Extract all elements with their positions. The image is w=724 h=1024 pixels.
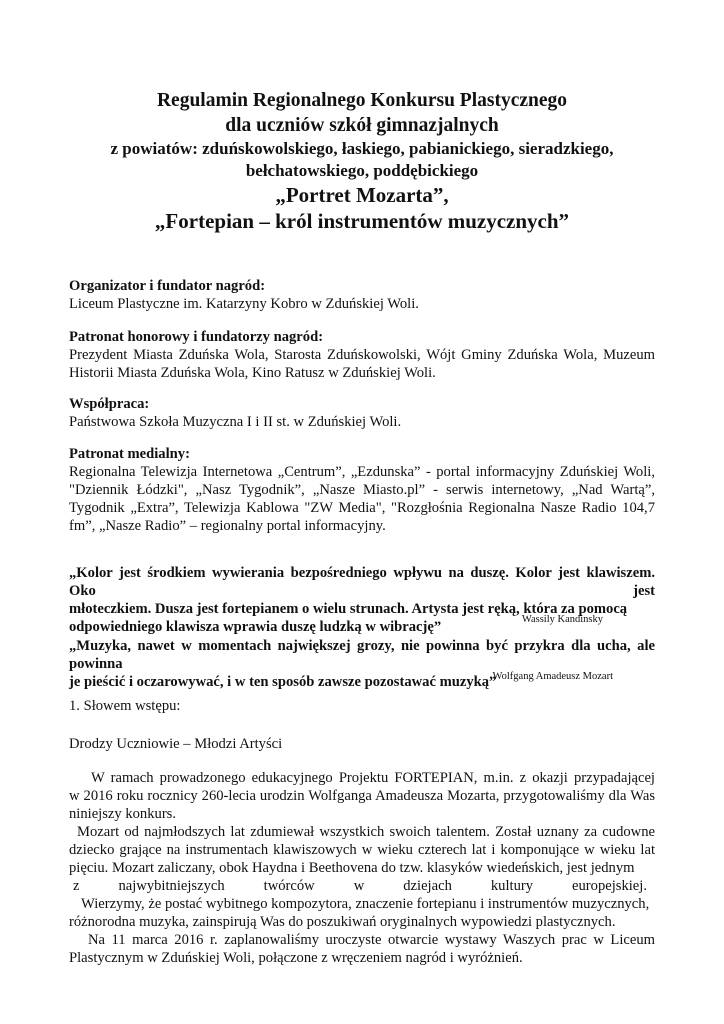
p3-line-2: różnorodna muzyka, zainspirują Was do poszukiwań oryginalnych wypowiedzi plastycznych. xyxy=(69,914,616,930)
organizer-text: Liceum Plastyczne im. Katarzyny Kobro w Zduńskiej Woli. xyxy=(69,296,419,312)
media-line-3: Tygodnik „Extra”, Telewizja Kablowa "ZW Media", "Rozgłośnia Regionalna Nasze Radio 104,7 xyxy=(69,500,655,516)
media-line-2: "Dziennik Łódzki", „Nasz Tygodnik”, „Nasze Miasto.pl” - serwis internetowy, „Nad Wartą”, xyxy=(69,482,655,498)
cooperation-text: Państwowa Szkoła Muzyczna I i II st. w Zduńskiej Woli. xyxy=(69,414,402,430)
quote2-author: Wolfgang Amadeusz Mozart xyxy=(492,671,613,682)
section1-heading: 1. Słowem wstępu: xyxy=(69,698,181,714)
media-heading: Patronat medialny: xyxy=(69,446,190,462)
section1-greeting: Drodzy Uczniowie – Młodzi Artyści xyxy=(69,736,283,752)
media-line-4: fm”, „Nasze Radio” – regionalny portal informacyjny. xyxy=(69,518,386,534)
title-line-2: dla uczniów szkół gimnazjalnych xyxy=(225,115,499,136)
patronage-heading: Patronat honorowy i fundatorzy nagród: xyxy=(69,329,324,345)
patronage-section xyxy=(69,328,655,382)
quote1-author: Wassily Kandinsky xyxy=(521,614,603,625)
p2-line-4: z najwybitniejszych twórców w dziejach kultury europejskiej. xyxy=(73,878,647,894)
organizer-section xyxy=(69,277,655,313)
title-line-4: bełchatowskiego, poddębickiego xyxy=(245,161,479,180)
title-line-5: „Portret Mozarta”, xyxy=(275,183,449,207)
p2-line-2: dziecko grające na instrumentach klawiszowych w wieku czterech lat i komponujące w wieku lat xyxy=(69,842,655,858)
p2-line-3: pięciu. Mozart zaliczany, obok Haydna i Beethovena do tzw. klasyków wiedeńskich, jest jednym xyxy=(69,860,635,876)
patronage-line-1: Prezydent Miasta Zduńska Wola, Starosta Zduńskowolski, Wójt Gminy Zduńska Wola, Muzeum xyxy=(69,347,655,363)
patronage-line-2: Historii Miasta Zduńska Wola, Kino Ratusz w Zduńskiej Woli. xyxy=(69,365,436,381)
p1-line-3: niniejszy konkurs. xyxy=(69,806,177,822)
p2-line-1: Mozart od najmłodszych lat zdumiewał wszystkich swoich talentem. Został uznany za cudowne xyxy=(77,824,655,840)
quote1-line-3: odpowiedniego klawisza wprawia duszę ludzką w wibrację” xyxy=(69,619,442,635)
document-title xyxy=(60,88,664,234)
title-line-1: Regulamin Regionalnego Konkursu Plastycznego xyxy=(156,90,568,111)
quote2-line-1: „Muzyka, nawet w momentach największej grozy, nie powinna być przykra dla ucha, ale powinna xyxy=(69,638,655,672)
quote2-line-2: je pieścić i oczarowywać, i w ten sposób zawsze pozostawać muzyką” xyxy=(69,674,497,690)
section1-body xyxy=(69,769,655,967)
quote1-line-1: „Kolor jest środkiem wywierania bezpośredniego wpływu na duszę. Kolor jest klawiszem. Oko jest xyxy=(69,565,655,599)
organizer-heading: Organizator i fundator nagród: xyxy=(69,278,266,294)
p1-line-2: w 2016 roku rocznicy 260-lecia urodzin Wolfganga Amadeusza Mozarta, przygotowaliśmy dla Was xyxy=(69,788,655,804)
title-line-6: „Fortepian – król instrumentów muzycznych” xyxy=(154,209,570,233)
cooperation-heading: Współpraca: xyxy=(69,396,150,412)
media-section xyxy=(69,445,655,535)
cooperation-section xyxy=(69,395,655,431)
p1-line-1: W ramach prowadzonego edukacyjnego Projektu FORTEPIAN, m.in. z okazji przypadającej xyxy=(91,770,655,786)
p3-line-1: Wierzymy, że postać wybitnego kompozytora, znaczenie fortepianu i instrumentów muzycznych, xyxy=(81,896,650,912)
quote1-line-2: młoteczkiem. Dusza jest fortepianem o wielu strunach. Artysta jest ręką, która za pomocą xyxy=(69,601,628,617)
media-line-1: Regionalna Telewizja Internetowa „Centrum”, „Ezdunska” - portal informacyjny Zduńskiej Woli, xyxy=(69,464,655,480)
p4-line-1: Na 11 marca 2016 r. zaplanowaliśmy uroczyste otwarcie wystawy Waszych prac w Liceum xyxy=(88,932,655,948)
title-line-3: z powiatów: zduńskowolskiego, łaskiego, pabianickiego, sieradzkiego, xyxy=(110,139,614,158)
p4-line-2: Plastycznym w Zduńskiej Woli, połączone z wręczeniem nagród i wyróżnień. xyxy=(69,950,523,966)
